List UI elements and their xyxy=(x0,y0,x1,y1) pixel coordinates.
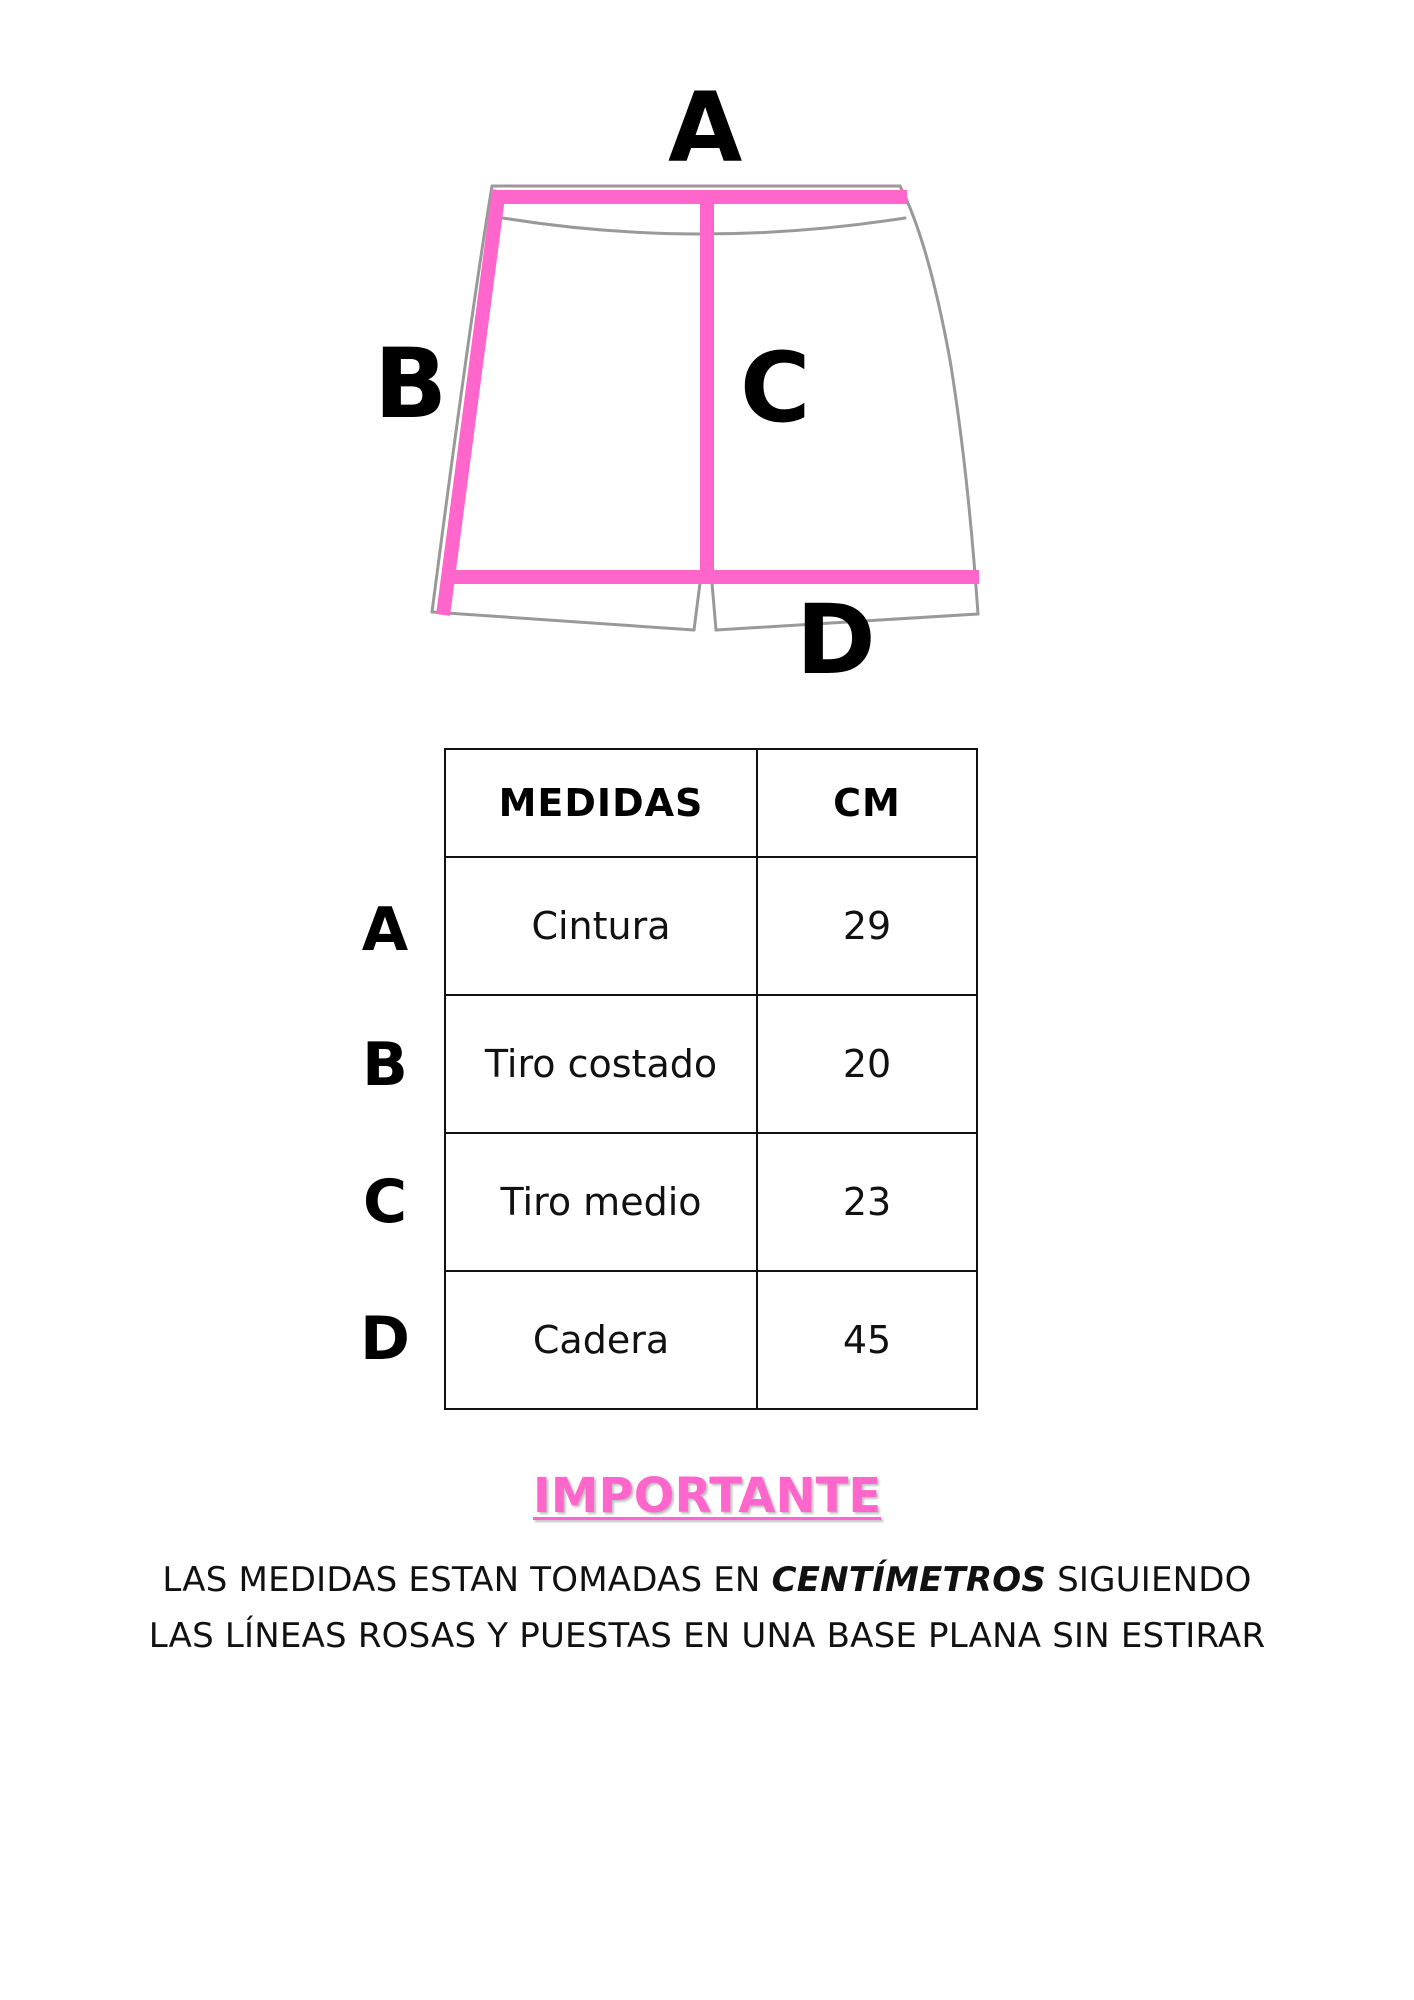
important-heading: IMPORTANTE xyxy=(532,1468,882,1524)
measure-name: Tiro costado xyxy=(445,995,757,1133)
line-b-side-rise xyxy=(444,197,498,608)
note-line-2: LAS LÍNEAS ROSAS Y PUESTAS EN UNA BASE PLANA SIN ESTIRAR xyxy=(148,1616,1266,1656)
note-line-1-end: SIGUIENDO xyxy=(1046,1560,1252,1600)
measure-name: Cintura xyxy=(445,857,757,995)
table-row xyxy=(445,857,977,995)
note-line-1 xyxy=(0,1552,1414,1608)
measure-value: 23 xyxy=(757,1133,977,1271)
row-letter-b: B xyxy=(362,1030,408,1100)
header-cm: CM xyxy=(757,749,977,857)
row-letter-d: D xyxy=(360,1304,410,1374)
header-medidas: MEDIDAS xyxy=(445,749,757,857)
table-row xyxy=(445,1271,977,1409)
measure-name: Tiro medio xyxy=(445,1133,757,1271)
measurement-lines xyxy=(444,197,972,608)
table-row xyxy=(445,995,977,1133)
row-letter-c: C xyxy=(362,1167,408,1237)
note-emphasis-centimetros: CENTÍMETROS xyxy=(771,1560,1047,1600)
measure-name: Cadera xyxy=(445,1271,757,1409)
diagram-label-c: C xyxy=(740,332,811,444)
row-letter-a: A xyxy=(361,895,409,965)
measurement-note xyxy=(0,1552,1414,1664)
measure-value: 20 xyxy=(757,995,977,1133)
table-header-row xyxy=(445,749,977,857)
diagram-label-a: A xyxy=(668,72,743,184)
shorts-measurement-diagram xyxy=(0,0,1414,720)
measure-value: 45 xyxy=(757,1271,977,1409)
diagram-label-b: B xyxy=(374,328,448,440)
measurements-table xyxy=(444,748,978,1410)
note-line-1-start: LAS MEDIDAS ESTAN TOMADAS EN xyxy=(162,1560,772,1600)
diagram-label-d: D xyxy=(796,584,876,696)
measure-value: 29 xyxy=(757,857,977,995)
table-row xyxy=(445,1133,977,1271)
